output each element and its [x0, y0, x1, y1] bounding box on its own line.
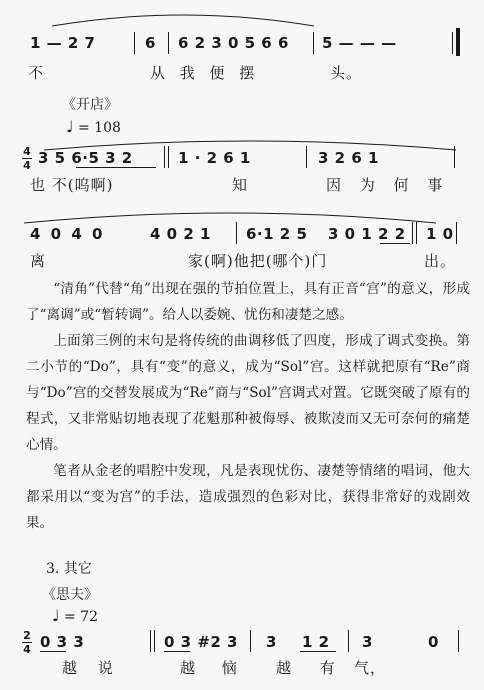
- bar-line: [134, 32, 135, 54]
- bar-line: [168, 32, 169, 54]
- bar-line: [412, 222, 413, 244]
- score1-lyric-2: 从 我 便 摆: [150, 64, 256, 82]
- bar-line: [250, 630, 251, 652]
- shop-l1-lyric-1: 也 不(呜啊): [30, 176, 114, 194]
- score1-lyric-3: 头。: [330, 64, 363, 82]
- bar-line: [154, 630, 155, 652]
- bar-line: [456, 222, 457, 244]
- shop-l1-measure-2: 1 · 2 6 1: [178, 149, 251, 167]
- slur-mark: [20, 207, 440, 225]
- sifu-lyric-3: 越 有: [276, 659, 336, 677]
- sifu-measure-4a: 3: [362, 633, 373, 651]
- shop-l2-lyric-1: 离: [30, 252, 47, 270]
- bar-line: [313, 32, 314, 54]
- score1-measure-4: 5 — — —: [322, 34, 397, 52]
- paragraph-1: “清角”代替“角”出现在强的节拍位置上，具有正音“宫”的意义，形成了“离调”或“暂转调”。给人以委婉、忧伤和凄楚之感。: [26, 281, 470, 323]
- quarter-note-icon: ♩: [52, 606, 60, 625]
- bar-line: [454, 146, 455, 168]
- shop-l2-measure-1: 4 0 4 0: [30, 225, 103, 243]
- bar-line: [452, 32, 453, 54]
- slur-mark: [48, 8, 318, 28]
- bar-line: [458, 630, 459, 652]
- paragraph-2: 上面第三例的末句是将传统的曲调移低了四度，形成了调式变换。第二小节的“Do”，具有“变”的意义，成为“Sol”宫。这样就把原有“Re”商与“Do”宫的交替发展成为“Re”商与“Sol”宫调式对置。它既突破了原有的程式，又非常贴切地表现了花魁那种被侮辱、被欺凌而又无可奈何的痛楚心情。: [26, 333, 470, 453]
- sifu-tempo-value: = 72: [64, 609, 98, 625]
- shop-l2-measure-2: 4 0 2 1: [150, 225, 211, 243]
- score1-measure-2: 6: [145, 34, 156, 52]
- sifu-measure-2: 0 3 #2 3: [164, 633, 238, 651]
- shop-time-signature: [22, 146, 32, 171]
- body-text: [26, 276, 470, 536]
- underline-beam: [164, 651, 190, 652]
- sifu-lyric-2: 越 恼: [180, 659, 238, 677]
- shop-l1-measure-1: 3 5 6·5 3 2: [38, 149, 133, 167]
- shop-tempo-value: = 108: [78, 120, 121, 136]
- shop-l1-lyric-2: 知: [232, 176, 249, 194]
- sifu-measure-3b: 1 2: [302, 633, 330, 651]
- bar-line: [348, 630, 349, 652]
- time-sig-bottom: 4: [23, 643, 31, 656]
- bar-line: [416, 222, 417, 244]
- bar-line: [236, 222, 237, 244]
- underline-beam: [76, 167, 156, 168]
- score1-measure-3: 6 2 3 0 5 6 6: [178, 34, 289, 52]
- time-sig-top: 2: [23, 629, 31, 642]
- shop-l2-measure-3: 6·1 2 5: [246, 225, 308, 243]
- underline-beam: [300, 651, 336, 652]
- underline-beam: [40, 651, 66, 652]
- shop-l2-measure-4: 3 0 1 2 2: [328, 225, 406, 243]
- time-sig-top: 4: [23, 145, 31, 158]
- sifu-measure-1: 0 3 3: [40, 633, 85, 651]
- shop-l2-measure-5: 1 0: [426, 225, 454, 243]
- sifu-title: 《思夫》: [42, 587, 98, 603]
- shop-l2-lyric-3: 出。: [424, 252, 457, 270]
- sifu-measure-4b: 0: [428, 633, 439, 651]
- shop-l1-measure-3: 3 2 6 1: [318, 149, 379, 167]
- shop-title: 《开店》: [62, 97, 118, 113]
- time-sig-bottom: 4: [23, 159, 31, 172]
- paragraph-3: 笔者从金老的唱腔中发现，凡是表现忧伤、凄楚等情绪的唱词，他大都采用以“变为宫”的手法，造成强烈的色彩对比，获得非常好的戏剧效果。: [26, 463, 470, 531]
- bar-line: [306, 146, 307, 168]
- quarter-note-icon: ♩: [66, 117, 74, 136]
- bar-line: [164, 146, 165, 168]
- shop-tempo: [66, 117, 121, 136]
- sifu-lyric-4: 气，: [354, 659, 387, 677]
- shop-l2-lyric-2: 家(啊)他把(哪个)门: [188, 252, 328, 270]
- underline-beam: [380, 243, 410, 244]
- section-heading: 3. 其它: [46, 561, 92, 577]
- final-bar-line: [456, 28, 460, 56]
- bar-line: [150, 630, 151, 652]
- sifu-time-signature: [22, 630, 32, 655]
- score1-measure-1: 1 — 2 7: [30, 34, 96, 52]
- sifu-tempo: [52, 606, 98, 625]
- bar-line: [168, 146, 169, 168]
- sifu-lyric-1: 越 说: [62, 659, 114, 677]
- sifu-measure-3a: 3: [266, 633, 277, 651]
- shop-l1-lyric-3: 因 为 何 事: [326, 176, 444, 194]
- score1-lyric-1: 不: [28, 64, 45, 82]
